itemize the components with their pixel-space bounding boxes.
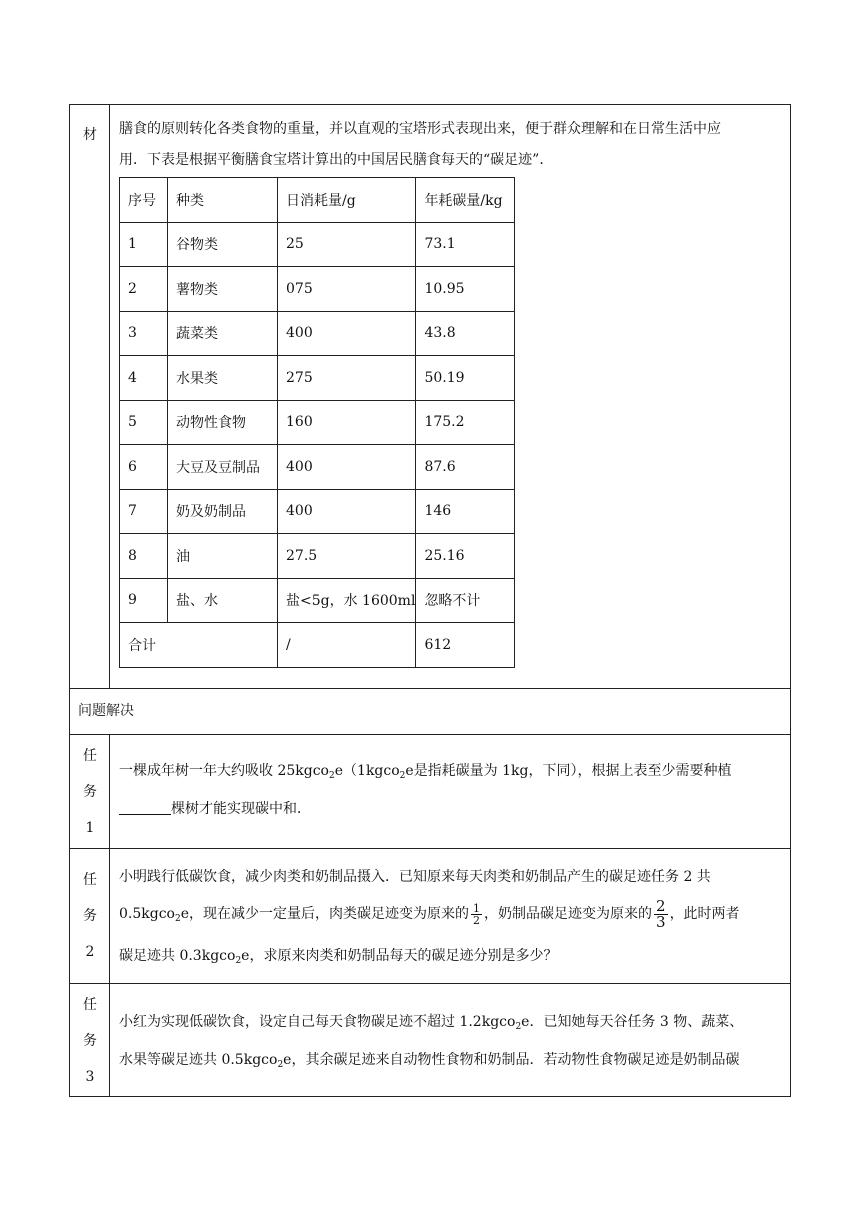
table-total-row <box>120 623 515 668</box>
worksheet-table <box>69 104 791 1097</box>
material-text-line1: 膳食的原则转化各类食物的重量，并以直观的宝塔形式表现出来，便于群众理解和在日常生活中应 <box>119 121 721 137</box>
cell-daily: 400 <box>278 489 416 534</box>
cell-annual: 25.16 <box>416 534 515 579</box>
table-row <box>120 356 515 401</box>
cell-category: 大豆及豆制品 <box>168 445 278 490</box>
section-title: 问题解决 <box>78 703 134 719</box>
material-label: 材 <box>83 127 97 143</box>
table-row <box>120 311 515 356</box>
cell-daily: 075 <box>278 267 416 312</box>
unit-kgco2e: kgco$_2$e <box>481 1014 530 1032</box>
cell-annual: 87.6 <box>416 445 515 490</box>
answer-blank[interactable] <box>119 800 171 815</box>
header-daily-amount: 日消耗量/g <box>278 178 416 223</box>
cell-index: 4 <box>120 356 168 401</box>
cell-index: 3 <box>120 311 168 356</box>
task3-label-char: 任 <box>83 997 97 1013</box>
cell-total-daily: / <box>278 623 416 668</box>
cell-daily: 400 <box>278 445 416 490</box>
cell-annual: 73.1 <box>416 222 515 267</box>
unit-kgco2e: kgco$_2$e <box>243 1052 292 1070</box>
cell-total-annual: 612 <box>416 623 515 668</box>
task1-label-char: 务 <box>83 784 97 800</box>
task1-label-char: 1 <box>85 820 95 836</box>
task1-label-cell <box>70 735 110 848</box>
header-index: 序号 <box>120 178 168 223</box>
table-row <box>120 267 515 312</box>
task3-label-cell <box>70 984 110 1096</box>
cell-daily: 25 <box>278 222 416 267</box>
table-row <box>120 534 515 579</box>
material-row <box>70 105 790 689</box>
cell-category: 盐、水 <box>168 578 278 623</box>
cell-daily: 400 <box>278 311 416 356</box>
cell-category: 谷物类 <box>168 222 278 267</box>
cell-index: 9 <box>120 578 168 623</box>
cell-index: 5 <box>120 400 168 445</box>
header-category: 种类 <box>168 178 278 223</box>
task3-text: 小红为实现低碳饮食，设定自己每天食物碳足迹不超过 1.2kgco$_2$e．已知她每天谷任务 3 物、蔬菜、 水果等碳足迹共 0.5kgco$_2$e，其余碳足迹来自动物性食物和奶制品．若动物性食物碳足迹是奶制品碳 <box>119 1014 744 1070</box>
unit-kgco2e: kgco$_2$e <box>295 763 344 781</box>
cell-annual: 175.2 <box>416 400 515 445</box>
table-row <box>120 578 515 623</box>
carbon-footprint-table <box>119 177 515 668</box>
cell-daily: 160 <box>278 400 416 445</box>
header-annual-carbon: 年耗碳量/kg <box>416 178 515 223</box>
unit-kgco2e: kgco$_2$e <box>201 948 250 966</box>
material-label-cell <box>70 105 110 688</box>
cell-index: 1 <box>120 222 168 267</box>
fraction-two-thirds: $\frac{2}{3}$ <box>656 896 666 931</box>
table-row <box>120 222 515 267</box>
task2-label-char: 任 <box>83 872 97 888</box>
task2-label-char: 2 <box>85 944 95 960</box>
cell-category: 蔬菜类 <box>168 311 278 356</box>
cell-daily: 275 <box>278 356 416 401</box>
fraction-one-half: $\frac{1}{2}$ <box>473 901 481 927</box>
unit-kgco2e: kgco$_2$e <box>141 906 190 924</box>
cell-index: 8 <box>120 534 168 579</box>
task3-label-char: 务 <box>83 1033 97 1049</box>
cell-category: 油 <box>168 534 278 579</box>
cell-annual: 50.19 <box>416 356 515 401</box>
cell-daily: 盐<5g，水 1600ml <box>278 578 416 623</box>
cell-annual: 忽略不计 <box>416 578 515 623</box>
cell-index: 2 <box>120 267 168 312</box>
cell-category: 奶及奶制品 <box>168 489 278 534</box>
task2-label-char: 务 <box>83 908 97 924</box>
task1-text: 一棵成年树一年大约吸收 25kgco$_2$e（1kgco$_2$e是指耗碳量为 1kg，下同），根据上表至少需要种植 棵树才能实现碳中和． <box>119 763 732 817</box>
cell-category: 水果类 <box>168 356 278 401</box>
task1-label-char: 任 <box>83 748 97 764</box>
task2-text: 小明践行低碳饮食，减少肉类和奶制品摄入．已知原来每天肉类和奶制品产生的碳足迹任务 2 共 0.5kgco$_2$e，现在减少一定量后，肉类碳足迹变为原来的 $\frac{1}{2}$ ，奶制品碳足迹变为原来的 $\frac{2}{3}$ ，此时两者 碳足迹共 0.3kgco$_2$e，求原来肉类和奶制品每天的碳足迹分别是多少？ <box>119 869 740 966</box>
task2-label-cell <box>70 849 110 983</box>
cell-category: 动物性食物 <box>168 400 278 445</box>
cell-total-label: 合计 <box>120 623 278 668</box>
task1-row <box>70 735 790 849</box>
unit-kgco2e: kgco$_2$e <box>365 763 414 781</box>
cell-index: 7 <box>120 489 168 534</box>
cell-annual: 43.8 <box>416 311 515 356</box>
material-text-line2: 用．下表是根据平衡膳食宝塔计算出的中国居民膳食每天的“碳足迹”． <box>119 152 554 168</box>
table-row <box>120 445 515 490</box>
cell-annual: 10.95 <box>416 267 515 312</box>
task2-row <box>70 849 790 984</box>
section-title-row <box>70 689 790 735</box>
table-header-row <box>120 178 515 223</box>
task3-label-char: 3 <box>85 1069 95 1085</box>
cell-index: 6 <box>120 445 168 490</box>
task3-row <box>70 984 790 1096</box>
cell-daily: 27.5 <box>278 534 416 579</box>
cell-annual: 146 <box>416 489 515 534</box>
table-row <box>120 400 515 445</box>
table-row <box>120 489 515 534</box>
cell-category: 薯物类 <box>168 267 278 312</box>
